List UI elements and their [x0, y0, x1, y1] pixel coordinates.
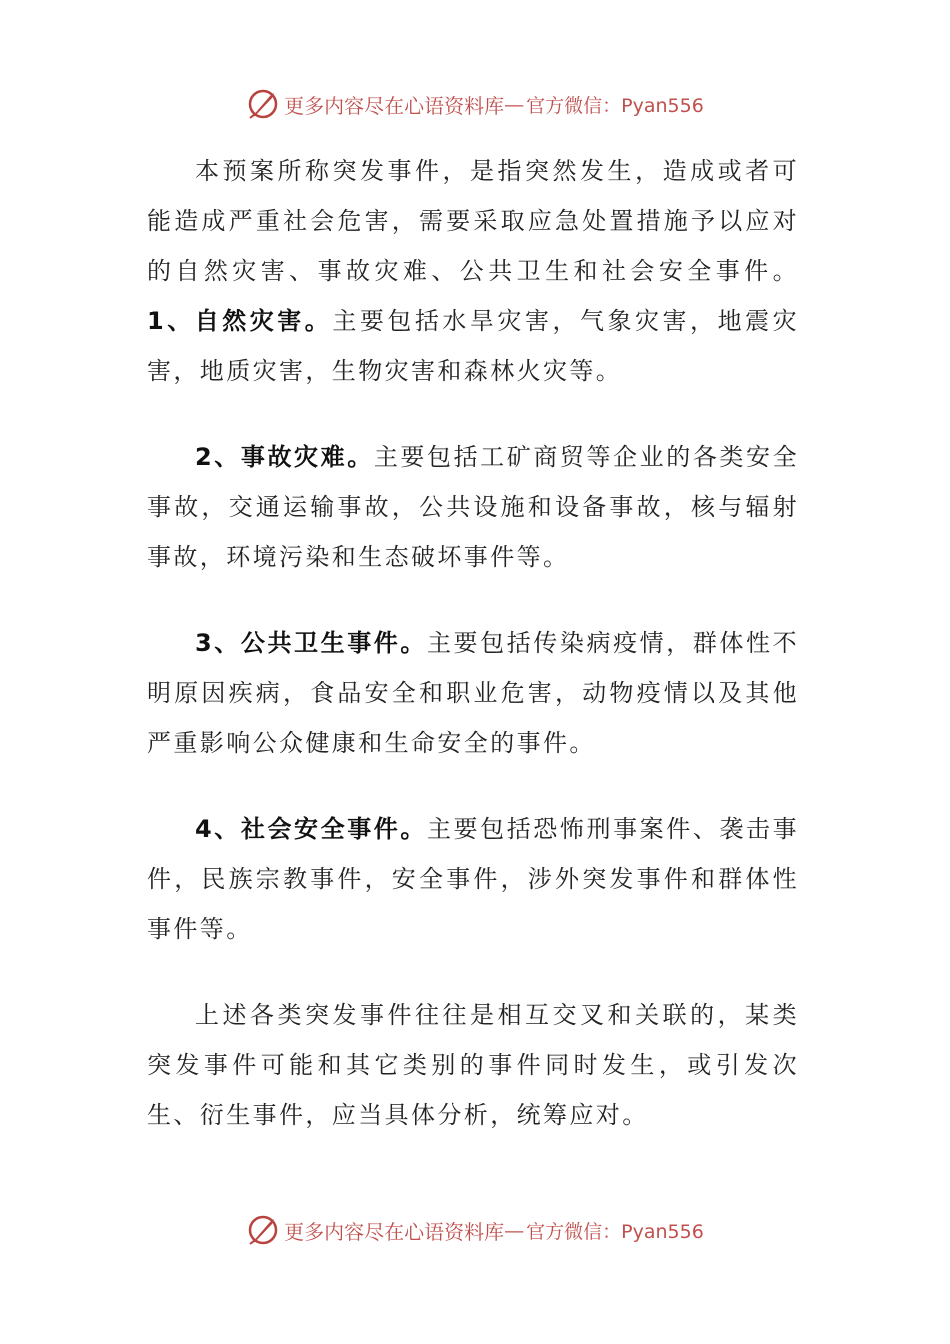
item-heading: 2、事故灾难。 — [195, 443, 374, 471]
item-paragraph — [147, 618, 799, 768]
closing-text: 上述各类突发事件往往是相互交叉和关联的，某类突发事件可能和其它类别的事件同时发生，或引发次生、衍生事件，应当具体分析，统筹应对。 — [147, 1001, 799, 1129]
item-body: 主要包括传染病疫情，群体性不明原因疾病，食品安全和职业危害，动物疫情以及其他严重影响公众健康和生命安全的事件。 — [147, 629, 799, 757]
banner-site-text: 更多内容尽在心语资料库 — [284, 1219, 505, 1244]
item-body: 主要包括恐怖刑事案件、袭击事件，民族宗教事件，安全事件，涉外突发事件和群体性事件等。 — [147, 815, 799, 943]
closing-paragraph — [147, 990, 799, 1140]
footer-banner — [0, 1210, 950, 1250]
intro-text: 本预案所称突发事件，是指突然发生，造成或者可能造成严重社会危害，需要采取应急处置措施予以应对的自然灾害、事故灾难、公共卫生和社会安全事件。 — [147, 157, 799, 285]
item-heading: 1、自然灾害。 — [147, 307, 333, 335]
banner-wechat-label: 官方微信：Pyan556 — [526, 94, 704, 117]
item-heading: 3、公共卫生事件。 — [195, 629, 427, 657]
document-body — [147, 146, 799, 1140]
quill-pen-logo-icon — [246, 1213, 280, 1247]
item-body: 主要包括水旱灾害，气象灾害，地震灾害，地质灾害，生物灾害和森林火灾等。 — [147, 307, 799, 385]
header-banner — [0, 84, 950, 124]
banner-separator: — — [504, 1218, 525, 1242]
item-paragraph — [147, 804, 799, 954]
banner-wechat-label: 官方微信：Pyan556 — [526, 1220, 704, 1243]
banner-site-text: 更多内容尽在心语资料库 — [284, 93, 505, 118]
item-paragraph — [147, 432, 799, 582]
item-heading: 4、社会安全事件。 — [195, 815, 427, 843]
quill-pen-logo-icon — [246, 87, 280, 121]
intro-paragraph — [147, 146, 799, 396]
banner-separator: — — [504, 92, 525, 116]
item-body: 主要包括工矿商贸等企业的各类安全事故，交通运输事故，公共设施和设备事故，核与辐射事故，环境污染和生态破坏事件等。 — [147, 443, 800, 571]
